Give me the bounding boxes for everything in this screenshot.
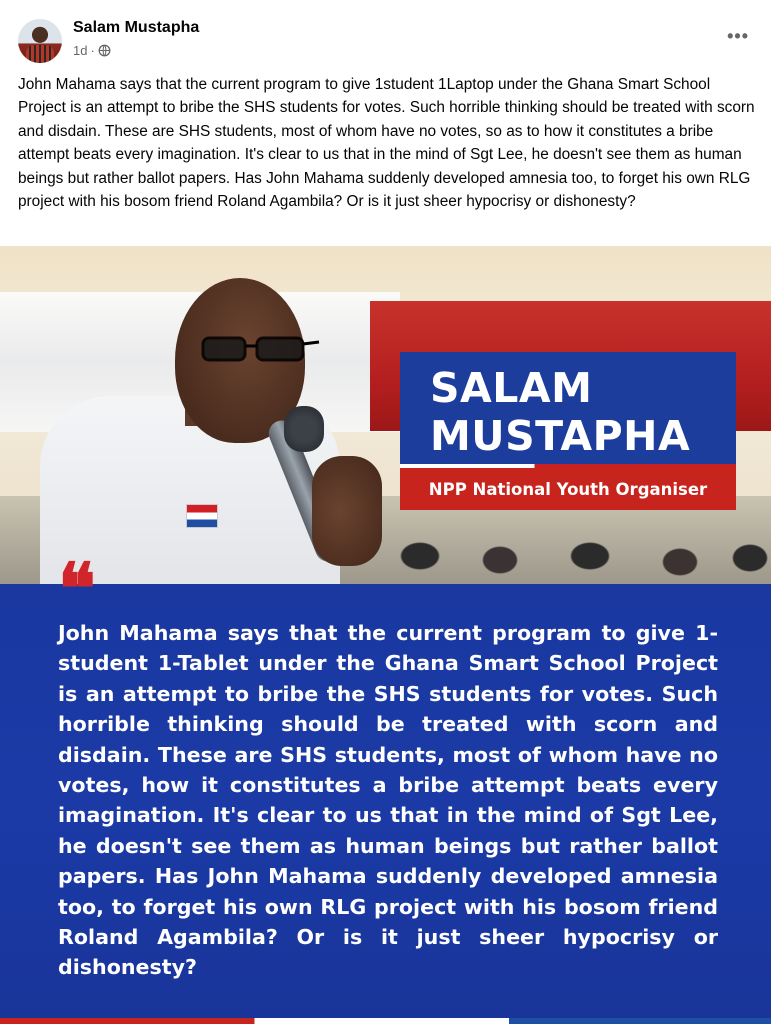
- post-image[interactable]: [0, 246, 771, 1024]
- audience: [380, 526, 771, 584]
- post-caption: John Mahama says that the current program to give 1student 1Laptop under the Ghana Smart School Project is an attempt to bribe the SHS students for votes. Such horrible thinking should be treated with scorn and disdain. These are SHS students, most of whom have no votes, so as to how it constitutes a bribe attempt beats every imagination. It's clear to us that in the mind of Sgt Lee, he doesn't see them as human beings but rather ballot papers. Has John Mahama suddenly developed amnesia too, to forget his own RLG project with his bosom friend Roland Agambila? Or is it just sheer hypocrisy or dishonesty?: [18, 76, 755, 211]
- speaker-hand: [312, 456, 382, 566]
- microphone-head: [284, 406, 324, 452]
- globe-icon[interactable]: [98, 44, 111, 57]
- avatar[interactable]: [18, 19, 62, 63]
- name-title: [430, 364, 730, 460]
- post-header: [0, 0, 771, 66]
- name-line-1: SALAM: [430, 364, 593, 412]
- party-flag-patch: [186, 504, 218, 528]
- name-line-2: MUSTAPHA: [430, 412, 691, 460]
- more-options-button[interactable]: •••: [727, 26, 749, 46]
- flag-strip: [0, 1018, 771, 1024]
- quote-text: John Mahama says that the current program to give 1-student 1-Tablet under the Ghana Smart School Project is an attempt to bribe the SHS students for votes. Such horrible thinking should be treated with scorn and disdain. These are SHS students, most of whom have no votes, how it constitutes a bribe attempt beats every imagination. It's clear to us that in the mind of Sgt Lee, he doesn't see them as human beings but rather ballot papers. Has John Mahama suddenly developed amnesia too, to forget his own RLG project with his bosom friend Roland Agambila? Or is it just sheer hypocrisy or dishonesty?: [58, 621, 718, 980]
- post-meta: [73, 43, 111, 58]
- glasses-icon: [195, 334, 320, 364]
- post-time[interactable]: 1d: [73, 43, 88, 58]
- quote-mark-icon: ❝: [58, 547, 96, 630]
- role-banner: NPP National Youth Organiser: [400, 468, 736, 510]
- author-name[interactable]: Salam Mustapha: [73, 19, 200, 36]
- meta-separator: ·: [90, 43, 95, 58]
